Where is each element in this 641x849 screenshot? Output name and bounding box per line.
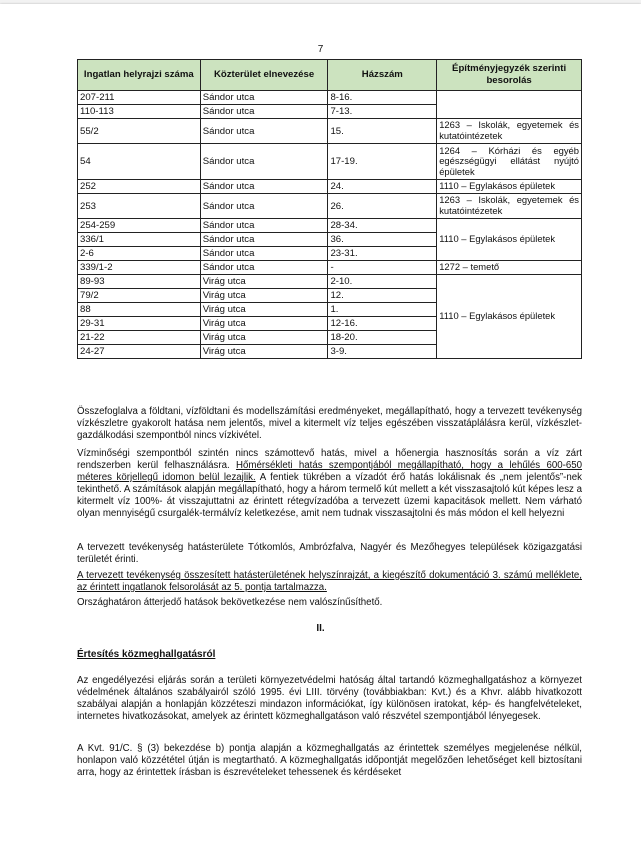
cell-hrsz: 254-259	[78, 219, 201, 233]
cell-classification: 1110 – Egylakásos épületek	[437, 219, 582, 261]
cell-number: 36.	[328, 233, 437, 247]
paragraph-summary: Összefoglalva a földtani, vízföldtani és modellszámítási eredményeket, megállapítható, hogy a tervezett tevékenység vízkészletre gyakorolt hatása nem jelentős, mivel a kitermelt víz teljes egészében visszatáplálásra kerül, vízkészlet-gazdálkodási szempontból nincs vízkivétel.	[77, 406, 582, 441]
cell-classification	[437, 91, 582, 119]
cell-street: Sándor utca	[200, 233, 328, 247]
paragraph-site-plan: A tervezett tevékenység összesített hatásterületének helyszínrajzát, a kiegészítő dokumentáció 3. számú melléklete, az érintett ingatlanok felsorolását az 5. pontja tartalmazza.	[77, 570, 582, 593]
water-quality-text: Vízminőségi szempontból szintén nincs számottevő hatás, mivel a hőenergia hasznosítás során a víz zárt rendszerben kerül felhasználásra.	[77, 448, 582, 471]
cell-number: 26.	[328, 194, 437, 219]
table-row	[78, 219, 582, 233]
paragraph-kvt-rule: A Kvt. 91/C. § (3) bekezdése b) pontja alapján a közmeghallgatás az érintettek személyes megjelenése nélkül, honlapon való közzététel útján is megtartható. A közmeghallgatás időpontját megelőzően lehetőséget kell biztosítani arra, hogy az érintettek írásban is észrevételeket tehessenek és kérdéseket	[77, 743, 582, 778]
cell-number: 8-16.	[328, 91, 437, 105]
table-header-row	[78, 60, 582, 91]
section-title: Értesítés közmeghallgatásról	[77, 649, 216, 660]
cell-hrsz: 24-27	[78, 345, 201, 359]
header-classification: Építményjegyzék szerinti besorolás	[437, 60, 582, 91]
cell-hrsz: 339/1-2	[78, 261, 201, 275]
cell-hrsz: 110-113	[78, 105, 201, 119]
cell-hrsz: 88	[78, 303, 201, 317]
cell-classification: 1263 – Iskolák, egyetemek és kutatóintézetek	[437, 119, 582, 144]
cell-street: Sándor utca	[200, 219, 328, 233]
cell-street: Virág utca	[200, 289, 328, 303]
section-number: II.	[316, 623, 325, 634]
table-row	[78, 180, 582, 194]
cell-classification: 1272 – temető	[437, 261, 582, 275]
header-hrsz: Ingatlan helyrajzi száma	[78, 60, 201, 91]
cell-number: 28-34.	[328, 219, 437, 233]
cell-classification: 1110 – Egylakásos épületek	[437, 275, 582, 359]
cell-street: Sándor utca	[200, 180, 328, 194]
cell-number: 12.	[328, 289, 437, 303]
cell-number: 3-9.	[328, 345, 437, 359]
table-row	[78, 261, 582, 275]
cell-hrsz: 89-93	[78, 275, 201, 289]
cell-street: Virág utca	[200, 303, 328, 317]
cell-street: Sándor utca	[200, 144, 328, 180]
table-row	[78, 144, 582, 180]
paragraph-impact-area: A tervezett tevékenység hatásterülete Tótkomlós, Ambrózfalva, Nagyér és Mezőhegyes települések közigazgatási területét érinti.	[77, 542, 582, 565]
cell-hrsz: 79/2	[78, 289, 201, 303]
cell-number: 12-16.	[328, 317, 437, 331]
cell-hrsz: 336/1	[78, 233, 201, 247]
paragraph-water-quality	[77, 448, 582, 520]
cell-street: Sándor utca	[200, 91, 328, 105]
table-row	[78, 194, 582, 219]
cell-hrsz: 29-31	[78, 317, 201, 331]
cell-classification: 1264 – Kórházi és egyéb egészségügyi ellátást nyújtó épületek	[437, 144, 582, 180]
cell-number: 18-20.	[328, 331, 437, 345]
cell-street: Sándor utca	[200, 261, 328, 275]
cell-street: Virág utca	[200, 275, 328, 289]
table-row	[78, 91, 582, 105]
cell-street: Virág utca	[200, 345, 328, 359]
cell-hrsz: 207-211	[78, 91, 201, 105]
cell-number: -	[328, 261, 437, 275]
cell-number: 15.	[328, 119, 437, 144]
parcel-table	[77, 59, 582, 359]
cell-number: 23-31.	[328, 247, 437, 261]
cell-number: 24.	[328, 180, 437, 194]
header-number: Házszám	[328, 60, 437, 91]
cell-street: Sándor utca	[200, 194, 328, 219]
cell-classification: 1110 – Egylakásos épületek	[437, 180, 582, 194]
cell-street: Sándor utca	[200, 119, 328, 144]
cell-hrsz: 21-22	[78, 331, 201, 345]
cell-number: 1.	[328, 303, 437, 317]
cell-street: Sándor utca	[200, 247, 328, 261]
table-row	[78, 119, 582, 144]
paragraph-public-hearing: Az engedélyezési eljárás során a területi környezetvédelmi hatóság által tartandó közmeghallgatáshoz a környezet védelmének általános szabályairól szóló 1995. évi LIII. törvény (továbbiakban: Kvt.) és a Khvr. alább hivatkozott szabályai alapján a honlapján közzéteszi mindazon információkat, így különösen iratokat, kép- és hangfelvételeket, internetes hivatkozásokat, amelyek az érintett közmeghallgatáson való részvétel szempontjából lényegesek.	[77, 675, 582, 722]
document-page	[0, 4, 641, 849]
cell-hrsz: 2-6	[78, 247, 201, 261]
cell-number: 2-10.	[328, 275, 437, 289]
cell-street: Virág utca	[200, 331, 328, 345]
paragraph-cross-border: Országhatáron átterjedő hatások bekövetkezése nem valószínűsíthető.	[77, 597, 383, 608]
cell-classification: 1263 – Iskolák, egyetemek és kutatóintézetek	[437, 194, 582, 219]
cell-hrsz: 55/2	[78, 119, 201, 144]
cell-number: 7-13.	[328, 105, 437, 119]
cell-hrsz: 252	[78, 180, 201, 194]
water-quality-continued: A fentiek tükrében a vízadót érő hatás lokálisnak és „nem jelentős”-nek tekinthető. A számítások alapján megállapítható, hogy a három termelő kút mellett a két visszasajtoló kút képes lesz a kitermelt víz 100%- át visszajuttatni az érintett rétegvízadóba a tervezett üzemi kapacitások mellett. Nem várható olyan mennyiségű csurgalék-termálvíz keletkezése, amit nem tudnak visszasajtolni és más módon el kell helyezni	[77, 472, 582, 519]
cell-street: Virág utca	[200, 317, 328, 331]
cell-hrsz: 253	[78, 194, 201, 219]
header-street: Közterület elnevezése	[200, 60, 328, 91]
temperature-impact-text: Hőmérsékleti hatás szempontjából megállapítható, hogy a lehűlés 600-650 méteres körjellegű idomon belül lezajlik.	[77, 460, 582, 483]
table-row	[78, 275, 582, 289]
page-number: 7	[317, 44, 324, 55]
cell-number: 17-19.	[328, 144, 437, 180]
cell-hrsz: 54	[78, 144, 201, 180]
cell-street: Sándor utca	[200, 105, 328, 119]
